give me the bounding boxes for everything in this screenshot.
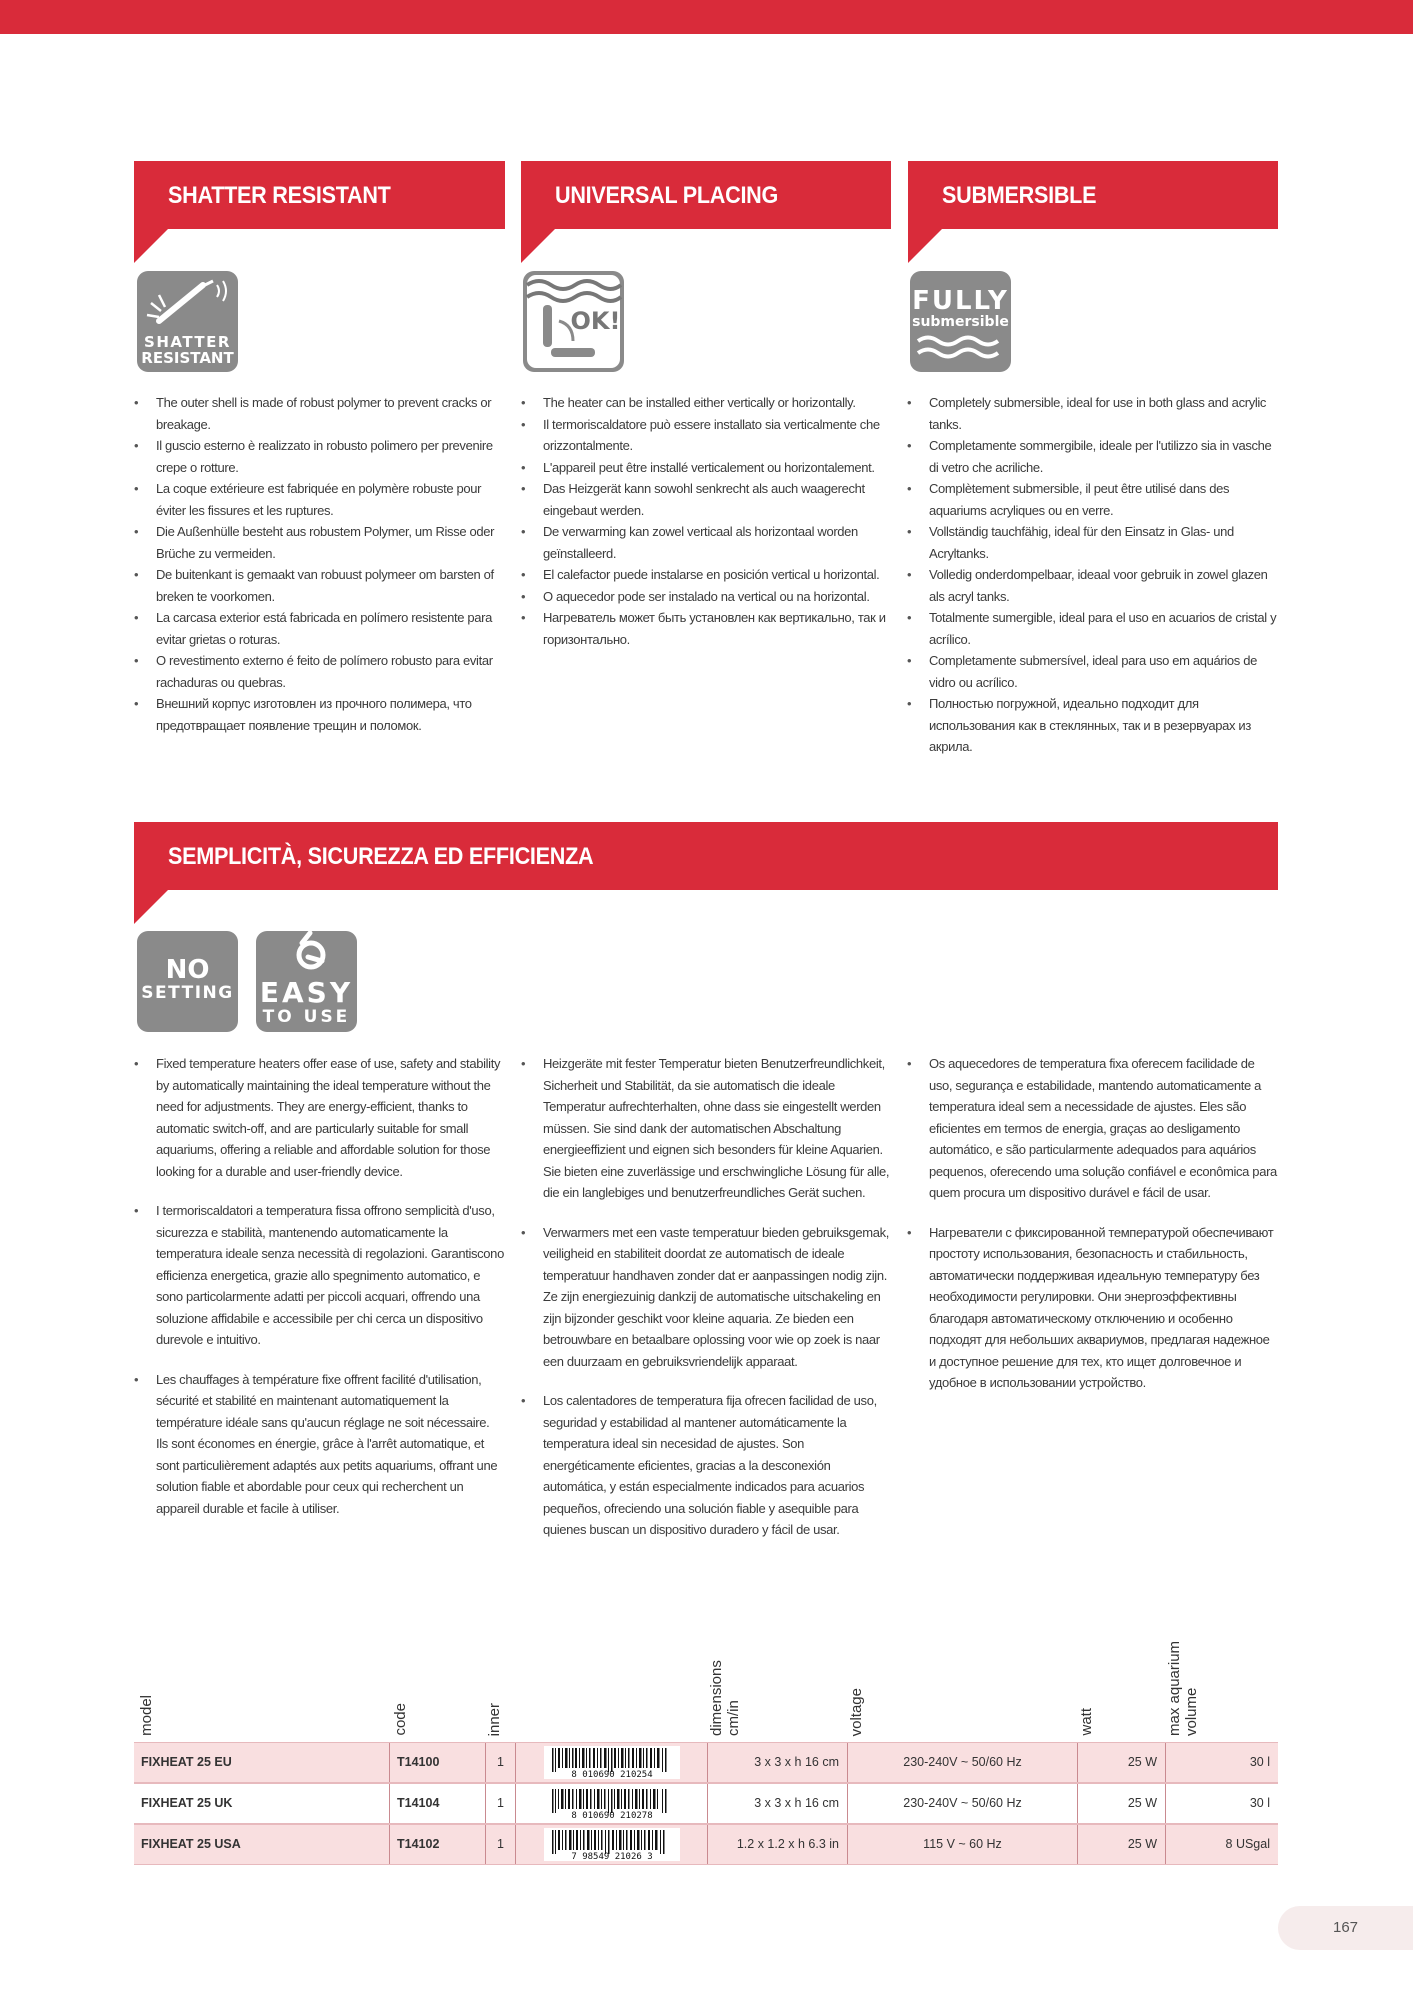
barcode-bars	[544, 1746, 680, 1779]
list-item: • Les chauffages à température fixe offrent facilité d'utilisation, sécurité et stabilité en maintenant automatiquement la température idéale sans qu'aucun réglage ne soit nécessaire. Ils sont économes en énergie, grâce à l'arrêt automatique, et sont particulièrement adaptés aux petits aquariums, offrant une solution fiable et abordable pour ceux qui recherchent un appareil durable et facile à utiliser.	[134, 1369, 504, 1520]
list-item: • Completamente sommergibile, ideale per l'utilizzo sia in vasche di vetro che acriliche.	[907, 435, 1277, 478]
list-item: • Completely submersible, ideal for use in both glass and acrylic tanks.	[907, 392, 1277, 435]
icon-caption: TO USE	[262, 1007, 351, 1027]
cell-model: FIXHEAT 25 UK	[134, 1784, 390, 1823]
list-item: • Il termoriscaldatore può essere installato sia verticalmente che orizzontalmente.	[521, 414, 893, 457]
cell-volume: 30 l	[1249, 1796, 1270, 1810]
cell-code: T14100	[390, 1743, 486, 1782]
cell-barcode	[516, 1825, 708, 1864]
col-header-model: model	[138, 1695, 155, 1736]
submersible-description	[907, 392, 1277, 758]
icon-caption: EASY	[259, 976, 354, 1009]
cell-voltage: 115 V ~ 60 Hz	[848, 1825, 1078, 1864]
list-item: • Los calentadores de temperatura fija ofrecen facilidad de uso, seguridad y estabilidad al mantener automáticamente la temperatura ideal sin necesidad de ajustes. Son energéticamente eficientes, gracias a la desconexión automática, y están especialmente indicados para acuarios pequeños, ofreciendo una solución fiable y asequible para quienes buscan un dispositivo duradero y fácil de usar.	[521, 1390, 891, 1541]
icon-caption: NO	[165, 955, 210, 985]
cell-dimensions: 3 x 3 x h 16 cm	[708, 1784, 848, 1823]
col-header-dimensions: dimensions cm/in	[708, 1660, 742, 1736]
cell-watt: 25 W	[1078, 1784, 1166, 1823]
list-item: • O revestimento externo é feito de polímero robusto para evitar rachaduras ou quebras.	[134, 650, 502, 693]
list-item: • Нагреватели с фиксированной температурой обеспечивают простоту использования, безопасность и стабильность, автоматически поддерживая идеальную температуру без необходимости регулировки. Они энергоэффективны благодаря автоматическому отключению и особенно подходят для небольших аквариумов, предлагая надежное и доступное решение для тех, кто ищет долговечное и удобное в использовании устройство.	[907, 1222, 1277, 1394]
icon-caption: OK!	[570, 307, 621, 335]
list-item: • De buitenkant is gemaakt van robuust polymeer om barsten of breken te voorkomen.	[134, 564, 502, 607]
banner-universal-placing	[521, 161, 891, 229]
cell-watt: 25 W	[1078, 1743, 1166, 1782]
barcode-image	[544, 1828, 680, 1861]
table-row	[134, 1783, 1278, 1824]
cell-inner: 1	[486, 1825, 516, 1864]
banner-title: UNIVERSAL PLACING	[555, 182, 779, 209]
list-item: • El calefactor puede instalarse en posición vertical u horizontal.	[521, 564, 893, 586]
simplicity-column-2	[521, 1053, 891, 1559]
list-item: • Complètement submersible, il peut être utilisé dans des aquariums acryliques ou en verre.	[907, 478, 1277, 521]
list-item: • De verwarming kan zowel verticaal als horizontaal worden geïnstalleerd.	[521, 521, 893, 564]
icon-caption: RESISTANT	[141, 349, 234, 367]
top-accent-bar	[0, 0, 1413, 34]
table-row	[134, 1742, 1278, 1783]
list-item: • I termoriscaldatori a temperatura fissa offrono semplicità d'uso, sicurezza e stabilità, mantenendo automaticamente la temperatura ideale senza necessità di regolazioni. Garantiscono efficienza energetica, grazie allo spegnimento automatico, e sono particolarmente adatti per piccoli acquari, offrendo una soluzione affidabile e accessibile per chi cerca un dispositivo durevole e intuitivo.	[134, 1200, 504, 1351]
list-item: • La carcasa exterior está fabricada en polímero resistente para evitar grietas o roturas.	[134, 607, 502, 650]
banner-title: SUBMERSIBLE	[942, 182, 1097, 209]
col-header-inner: inner	[486, 1702, 503, 1736]
cell-barcode	[516, 1784, 708, 1823]
cell-voltage: 230-240V ~ 50/60 Hz	[848, 1743, 1078, 1782]
barcode-number: 8 010690 210254	[571, 1770, 653, 1779]
list-item: • Volledig onderdompelbaar, ideaal voor gebruik in zowel glazen als acryl tanks.	[907, 564, 1277, 607]
cell-inner: 1	[486, 1784, 516, 1823]
banner-shatter-resistant	[134, 161, 505, 229]
list-item: • Fixed temperature heaters offer ease of use, safety and stability by automatically maintaining the ideal temperature without the need for adjustments. They are energy-efficient, thanks to automatic switch-off, and are particularly suitable for small aquariums, offering a reliable and affordable solution for those looking for a durable and user-friendly device.	[134, 1053, 504, 1182]
cell-voltage: 230-240V ~ 50/60 Hz	[848, 1784, 1078, 1823]
cell-dimensions: 3 x 3 x h 16 cm	[708, 1743, 848, 1782]
cell-model: FIXHEAT 25 EU	[134, 1743, 390, 1782]
list-item: • The outer shell is made of robust polymer to prevent cracks or breakage.	[134, 392, 502, 435]
cell-dimensions: 1.2 x 1.2 x h 6.3 in	[708, 1825, 848, 1864]
cell-code: T14104	[390, 1784, 486, 1823]
icon-caption: SHATTER	[144, 333, 231, 351]
banner-submersible	[908, 161, 1278, 229]
universal-placing-icon	[523, 271, 624, 372]
list-item: • Нагреватель может быть установлен как вертикально, так и горизонтально.	[521, 607, 893, 650]
list-item: • Verwarmers met een vaste temperatuur bieden gebruiksgemak, veiligheid en stabiliteit doordat ze automatisch de ideale temperatuur handhaven zonder dat er aanpassingen nodig zijn. Ze zijn energiezuinig dankzij de automatische uitschakeling en zijn bijzonder geschikt voor kleine aquaria. Ze bieden een betrouwbare en betaalbare oplossing voor wie op zoek is naar een duurzaam en gebruiksvriendelijk apparaat.	[521, 1222, 891, 1373]
list-item: • Vollständig tauchfähig, ideal für den Einsatz in Glas- und Acryltanks.	[907, 521, 1277, 564]
list-item: • Полностью погружной, идеально подходит для использования как в стеклянных, так и в резервуарах из акрила.	[907, 693, 1277, 758]
simplicity-column-1	[134, 1053, 504, 1537]
list-item: • Il guscio esterno è realizzato in robusto polimero per prevenire crepe o rotture.	[134, 435, 502, 478]
list-item: • L'appareil peut être installé verticalement ou horizontalement.	[521, 457, 893, 479]
barcode-bars	[544, 1828, 680, 1861]
cell-inner: 1	[486, 1743, 516, 1782]
shatter-resistant-icon	[137, 271, 238, 372]
col-header-code: code	[392, 1703, 409, 1736]
barcode-image	[544, 1746, 680, 1779]
barcode-image	[544, 1787, 680, 1820]
col-header-voltage: voltage	[848, 1687, 865, 1736]
banner-title: SEMPLICITÀ, SICUREZZA ED EFFICIENZA	[168, 843, 594, 870]
banner-simplicity	[134, 822, 1278, 890]
cell-watt: 25 W	[1078, 1825, 1166, 1864]
list-item: • Внешний корпус изготовлен из прочного полимера, что предотвращает появление трещин и поломок.	[134, 693, 502, 736]
icon-caption: SETTING	[141, 983, 234, 1003]
no-setting-icon	[137, 931, 238, 1032]
icon-caption: submersible	[912, 314, 1009, 330]
col-header-volume: max aquarium volume	[1166, 1640, 1200, 1736]
universal-description	[521, 392, 893, 650]
cell-volume: 30 l	[1249, 1755, 1270, 1769]
fully-submersible-icon	[910, 271, 1011, 372]
list-item: • O aquecedor pode ser instalado na vertical ou na horizontal.	[521, 586, 893, 608]
product-table-header	[134, 1640, 1278, 1740]
list-item: • La coque extérieure est fabriquée en polymère robuste pour éviter les fissures et les ruptures.	[134, 478, 502, 521]
barcode-number: 7 98549 21026 3	[571, 1852, 653, 1861]
list-item: • Totalmente sumergible, ideal para el uso en acuarios de cristal y acrílico.	[907, 607, 1277, 650]
icon-caption: FULLY	[912, 286, 1009, 316]
barcode-bars	[544, 1787, 680, 1820]
list-item: • Heizgeräte mit fester Temperatur bieten Benutzerfreundlichkeit, Sicherheit und Stabilität, da sie automatisch die ideale Temperatur aufrechterhalten, ohne dass sie eingestellt werden müssen. Sie sind dank der automatischen Abschaltung energieeffizient und eignen sich besonders für kleine Aquarien. Sie bieten eine zuverlässige und erschwingliche Lösung für alle, die ein langlebiges und benutzerfreundliches Gerät suchen.	[521, 1053, 891, 1204]
cell-code: T14102	[390, 1825, 486, 1864]
col-header-watt: watt	[1078, 1708, 1095, 1736]
list-item: • Completamente submersível, ideal para uso em aquários de vidro ou acrílico.	[907, 650, 1277, 693]
cell-volume: 8 USgal	[1225, 1837, 1270, 1851]
list-item: • Die Außenhülle besteht aus robustem Polymer, um Risse oder Brüche zu vermeiden.	[134, 521, 502, 564]
page-number: 167	[1278, 1906, 1413, 1950]
shatter-description	[134, 392, 502, 736]
banner-title: SHATTER RESISTANT	[168, 182, 391, 209]
easy-to-use-icon	[256, 931, 357, 1032]
list-item: • Os aquecedores de temperatura fixa oferecem facilidade de uso, segurança e estabilidade, mantendo automaticamente a temperatura ideal sem a necessidade de ajustes. Eles são eficientes em termos de energia, graças ao desligamento automático, e são particularmente adequados para aquários pequenos, oferecendo uma solução confiável e econômica para quem procura um dispositivo durável e fácil de usar.	[907, 1053, 1277, 1204]
simplicity-column-3	[907, 1053, 1277, 1412]
cell-barcode	[516, 1743, 708, 1782]
list-item: • The heater can be installed either vertically or horizontally.	[521, 392, 893, 414]
list-item: • Das Heizgerät kann sowohl senkrecht als auch waagerecht eingebaut werden.	[521, 478, 893, 521]
table-row	[134, 1824, 1278, 1865]
barcode-number: 8 010690 210278	[571, 1811, 653, 1820]
cell-model: FIXHEAT 25 USA	[134, 1825, 390, 1864]
